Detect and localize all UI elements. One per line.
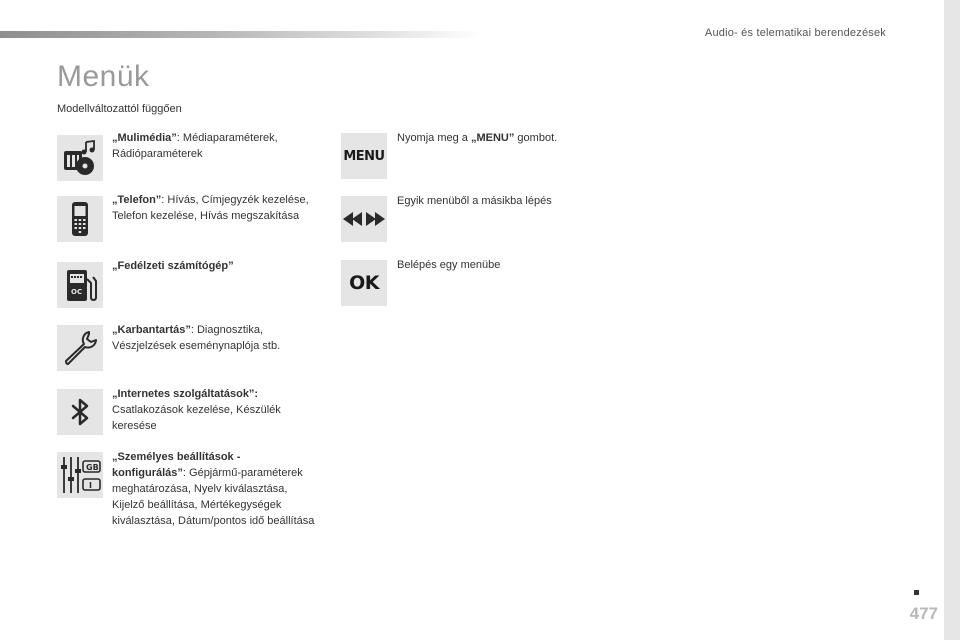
menu-multimedia-label: „Mulimédia” [112,132,177,144]
menu-button-description [397,130,657,146]
menu-telephone-description [112,192,322,224]
settings-sliders-icon [57,452,103,498]
arrows-button-description [397,193,657,209]
menu-personal-settings-label: „Személyes beállítások - konfigurálás” [112,451,241,479]
phone-icon [57,196,103,242]
page-subtitle: Modellváltozattól függően [57,103,182,115]
menu-telephone-text: : Hívás, Címjegyzék kezelése, Telefon kezelése, Hívás megszakítása [112,194,309,222]
ok-button-icon [341,260,387,306]
menu-multimedia-description [112,130,322,162]
arrows-button-text: Egyik menüből a másikba lépés [397,195,552,207]
menu-trip-computer-label: „Fedélzeti számítógép” [112,260,234,272]
language-badge-gb: GB [86,463,99,472]
wrench-icon [57,325,103,371]
media-icon [57,135,103,181]
section-header: Audio- és telematikai berendezések [704,27,886,39]
menu-maintenance-label: „Karbantartás” [112,324,191,336]
menu-button-text-post: gombot. [514,132,558,144]
menu-internet-description [112,386,322,434]
menu-maintenance-description [112,322,322,354]
menu-internet-text: Csatlakozások kezelése, Készülék keresése [112,404,281,432]
menu-button-text-bold: „MENU” [470,132,515,144]
menu-personal-settings-description [112,449,317,529]
menu-multimedia-text: : Médiaparaméterek, Rádióparaméterek [112,132,278,160]
arrows-left-right-icon [341,196,387,242]
page-number: 477 [909,604,938,623]
header-gradient-bar [0,31,480,38]
ok-button-text: Belépés egy menübe [397,259,501,271]
menu-button-icon [341,133,387,179]
menu-button-face: MENU [343,148,385,164]
ok-button-description [397,257,657,273]
page-number-marker [914,590,919,595]
page-edge-strip [944,0,960,640]
page-title: Menük [57,60,150,93]
language-badge-i: I [89,481,92,490]
svg-text:OC: OC [71,288,83,296]
menu-maintenance-text: : Diagnosztika, Vészjelzések eseménynaplója stb. [112,324,281,352]
fuel-pump-icon [57,262,103,308]
menu-internet-label: „Internetes szolgáltatások”: [112,388,259,400]
menu-personal-settings-text: : Gépjármű-paraméterek meghatározása, Nyelv kiválasztása, Kijelző beállítása, Mértékegységek kiválasztása, Dátum/pontos idő beállítása [112,467,315,527]
ok-button-face: OK [349,272,379,294]
menu-trip-computer-description [112,258,322,274]
menu-button-text-pre: Nyomja meg a [397,132,471,144]
bluetooth-icon [57,389,103,435]
menu-telephone-label: „Telefon” [112,194,162,206]
